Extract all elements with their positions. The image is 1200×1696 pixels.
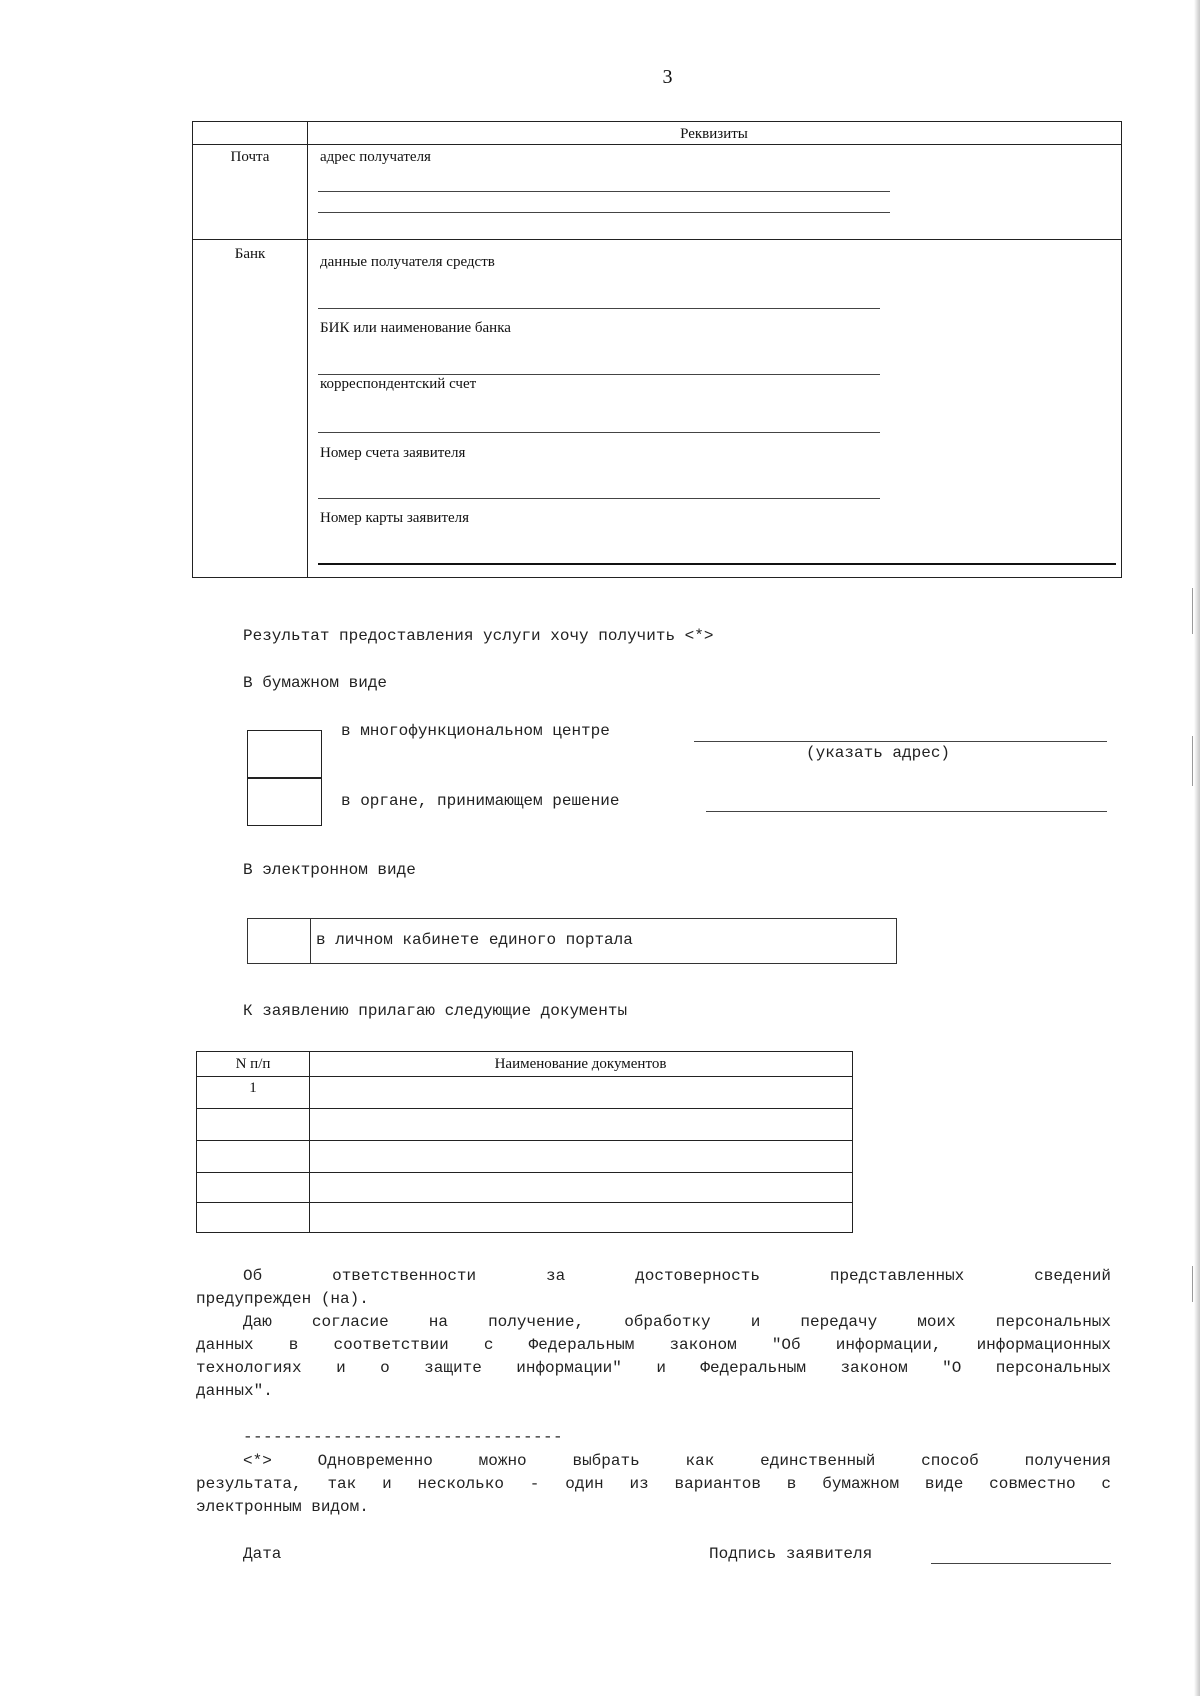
table-column-divider xyxy=(307,122,308,577)
requisites-table xyxy=(192,121,1122,578)
consent-line-3: технологиях и о защите информации" и Федеральным законом "О персональных xyxy=(196,1359,1111,1377)
consent-line-1: Даю согласие на получение, обработку и передачу моих персональных xyxy=(243,1313,1111,1331)
table-row-name-cell[interactable] xyxy=(311,1141,852,1171)
authority-checkbox[interactable] xyxy=(247,777,322,826)
result-intro: Результат предоставления услуги хочу получить <*> xyxy=(243,627,714,645)
correspondent-account-label: корреспондентский счет xyxy=(320,376,477,392)
table-row-number: 1 xyxy=(249,1080,257,1096)
scan-mark xyxy=(1192,1266,1193,1302)
scan-mark xyxy=(1192,736,1193,786)
table-row-name-cell[interactable] xyxy=(311,1077,852,1107)
authority-option-label: в органе, принимающем решение xyxy=(341,792,620,810)
bank-label: Банк xyxy=(234,246,266,262)
recipient-address-label: адрес получателя xyxy=(320,149,431,165)
footnote-line-3: электронным видом. xyxy=(196,1498,369,1516)
applicant-card-line[interactable] xyxy=(318,563,1116,565)
requisites-header: Реквизиты xyxy=(680,126,748,142)
mfc-address-hint: (указать адрес) xyxy=(806,744,951,762)
mail-label: Почта xyxy=(230,149,270,165)
authority-line[interactable] xyxy=(706,811,1107,812)
consent-line-2: данных в соответствии с Федеральным законом "Об информации, информационных xyxy=(196,1336,1111,1354)
paper-heading: В бумажном виде xyxy=(243,674,388,692)
table-row-name-cell[interactable] xyxy=(311,1173,852,1201)
page-number: 3 xyxy=(662,66,673,88)
documents-intro: К заявлению прилагаю следующие документы xyxy=(243,1002,628,1020)
responsibility-line-2: предупрежден (на). xyxy=(196,1290,369,1308)
applicant-account-line[interactable] xyxy=(318,498,880,499)
funds-recipient-label: данные получателя средств xyxy=(320,254,495,270)
applicant-account-label: Номер счета заявителя xyxy=(320,445,466,461)
mfc-option-label: в многофункциональном центре xyxy=(341,722,610,740)
signature-label: Подпись заявителя xyxy=(709,1545,873,1563)
recipient-address-line-2[interactable] xyxy=(318,212,890,213)
responsibility-line-1: Об ответственности за достоверность представленных сведений xyxy=(243,1267,1111,1285)
column-header-document-name: Наименование документов xyxy=(494,1056,667,1072)
table-row-divider xyxy=(193,239,1121,240)
applicant-card-label: Номер карты заявителя xyxy=(320,510,470,526)
table-row-name-cell[interactable] xyxy=(311,1203,852,1231)
mfc-address-line[interactable] xyxy=(694,741,1107,742)
correspondent-account-line[interactable] xyxy=(318,432,880,433)
footnote-separator: -------------------------------- xyxy=(243,1428,564,1446)
bank-bic-label: БИК или наименование банка xyxy=(320,320,511,336)
documents-table xyxy=(196,1051,853,1233)
table-row-name-cell[interactable] xyxy=(311,1109,852,1139)
portal-option-label: в личном кабинете единого портала xyxy=(316,931,633,949)
scan-mark xyxy=(1192,588,1193,634)
table-column-divider xyxy=(309,1052,310,1232)
footnote-line-1: <*> Одновременно можно выбрать как единственный способ получения xyxy=(243,1452,1111,1470)
footnote-line-2: результата, так и несколько - один из вариантов в бумажном виде совместно с xyxy=(196,1475,1111,1493)
bank-bic-line[interactable] xyxy=(318,374,880,375)
recipient-address-line-1[interactable] xyxy=(318,191,890,192)
portal-option-row xyxy=(247,918,897,964)
portal-checkbox[interactable] xyxy=(248,919,310,963)
mfc-checkbox[interactable] xyxy=(247,730,322,779)
scan-edge-shadow xyxy=(1194,0,1200,1696)
signature-line[interactable] xyxy=(931,1563,1111,1564)
date-label: Дата xyxy=(243,1545,282,1563)
funds-recipient-line[interactable] xyxy=(318,308,880,309)
portal-checkbox-divider xyxy=(310,919,311,963)
electronic-heading: В электронном виде xyxy=(243,861,416,879)
column-header-number: N п/п xyxy=(235,1056,271,1072)
consent-line-4: данных". xyxy=(196,1382,273,1400)
